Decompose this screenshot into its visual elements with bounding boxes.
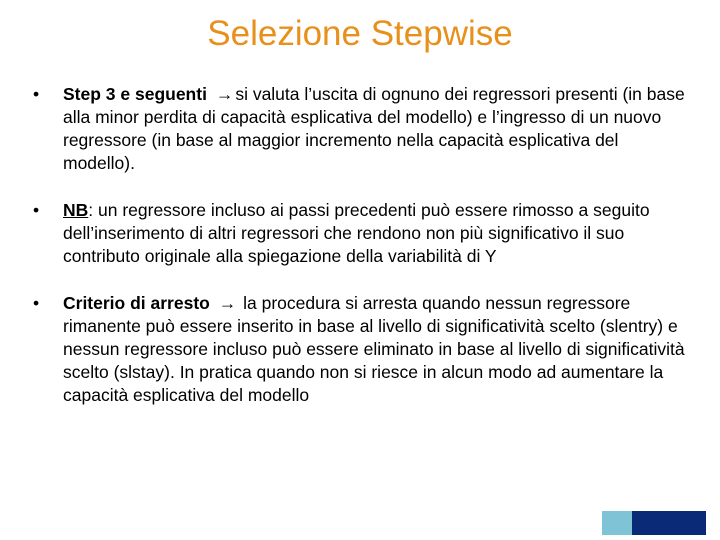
bullet-step3 bbox=[33, 83, 693, 175]
bullet-text: la procedura si arresta quando nessun regressore rimanente può essere inserito in base al livello di significatività scelto (slentry) e nessun regressore incluso può essere eliminato in base al livello di significatività scelto (slstay). In pratica quando non si riesce in alcun modo ad aumentare la capacità esplicativa del modello bbox=[63, 293, 685, 405]
slide-title: Selezione Stepwise bbox=[207, 14, 513, 53]
bullet-marker: • bbox=[33, 84, 40, 104]
bullet-marker: • bbox=[33, 200, 40, 220]
bullet-criterio bbox=[33, 292, 693, 407]
bullet-marker: • bbox=[33, 293, 40, 313]
footer-decoration bbox=[602, 511, 706, 535]
bullet-nb bbox=[33, 199, 693, 268]
footer-light-block bbox=[602, 511, 632, 535]
bullet-lead: Criterio di arresto bbox=[63, 293, 210, 313]
footer-dark-block bbox=[632, 511, 706, 535]
bullet-text: : un regressore incluso ai passi precedenti può essere rimosso a seguito dell’inserimento di altri regressori che rendono non più significativo il suo contributo originale alla spiegazione della variabilità di Y bbox=[63, 200, 650, 266]
bullet-lead: NB bbox=[63, 200, 89, 220]
arrow-icon: → bbox=[218, 293, 237, 313]
bullet-lead: Step 3 e seguenti bbox=[63, 84, 207, 104]
bullet-list bbox=[33, 83, 693, 431]
bullet-text: si valuta l’uscita di ognuno dei regressori presenti (in base alla minor perdita di capacità esplicativa del modello) e l’ingresso di un nuovo regressore (in base al maggior incremento nella capacità esplicativa del modello). bbox=[63, 84, 685, 173]
arrow-icon: → bbox=[215, 84, 234, 104]
